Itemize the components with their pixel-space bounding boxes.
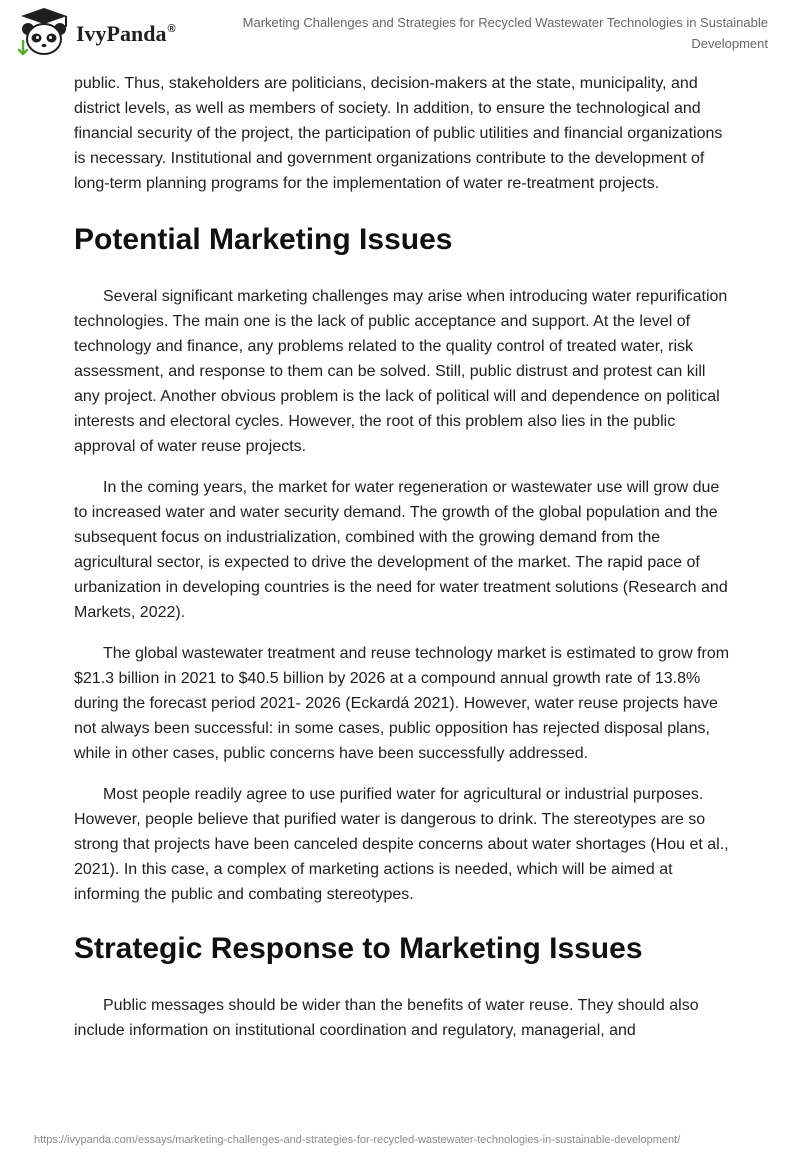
panda-graduate-icon <box>14 7 74 59</box>
body-paragraph: Several significant marketing challenges may arise when introducing water repurification technologies. The main one is the lack of public acceptance and support. At the level of technology and finance, any problems related to the quality control of treated water, risk assessment, and response to them can be solved. Still, public distrust and protest can kill any project. Another obvious problem is the lack of political will and dependence on political interests and electoral cycles. However, the root of this problem also lies in the public approval of water reuse projects. <box>74 288 728 455</box>
page-header <box>0 0 800 70</box>
essay-body <box>74 71 734 1043</box>
section-heading-strategic-response: Strategic Response to Marketing Issues <box>74 932 643 965</box>
body-paragraph: The global wastewater treatment and reuse technology market is estimated to grow from $21.3 billion in 2021 to $40.5 billion by 2026 at a compound annual growth rate of 13.8% during the forecast period 2021- 2026 (Eckardá 2021). However, water reuse projects have not always been successful: in some cases, public opposition has rejected disposal plans, while in other cases, public concerns have been successfully addressed. <box>74 645 730 762</box>
body-paragraph: In the coming years, the market for water regeneration or wastewater use will grow due to increased water and water security demand. The growth of the global population and the subsequent focus on industrialization, combined with the growing demand from the agricultural sector, is expected to drive the development of the market. The rapid pace of urbanization in developing countries is the need for water treatment solutions (Research and Markets, 2022). <box>74 479 728 621</box>
source-url[interactable]: https://ivypanda.com/essays/marketing-challenges-and-strategies-for-recycled-wastewater-technologies-in-sustainable-development/ <box>34 1134 681 1146</box>
intro-paragraph: public. Thus, stakeholders are politicians, decision-makers at the state, municipality, and district levels, as well as members of society. In addition, to ensure the technological and financial security of the project, the participation of public utilities and financial organizations is necessary. Institutional and government organizations contribute to the development of long-term planning programs for the implementation of water re-treatment projects. <box>74 75 723 192</box>
brand-text: IvyPanda <box>76 21 167 46</box>
body-paragraph: Public messages should be wider than the benefits of water reuse. They should also include information on institutional coordination and regulatory, managerial, and <box>74 997 699 1039</box>
document-title: Marketing Challenges and Strategies for Recycled Wastewater Technologies in Sustainable Development <box>242 15 768 51</box>
body-paragraph: Most people readily agree to use purified water for agricultural or industrial purposes. However, people believe that purified water is dangerous to drink. The stereotypes are so strong that projects have been canceled despite concerns about water shortages (Hou et al., 2021). In this case, a complex of marketing actions is needed, which will be aimed at informing the public and combating stereotypes. <box>74 786 729 903</box>
brand-name <box>76 21 176 47</box>
ivypanda-logo[interactable] <box>14 7 204 59</box>
section-heading-potential-marketing-issues: Potential Marketing Issues <box>74 223 453 256</box>
registered-mark: ® <box>167 23 176 35</box>
